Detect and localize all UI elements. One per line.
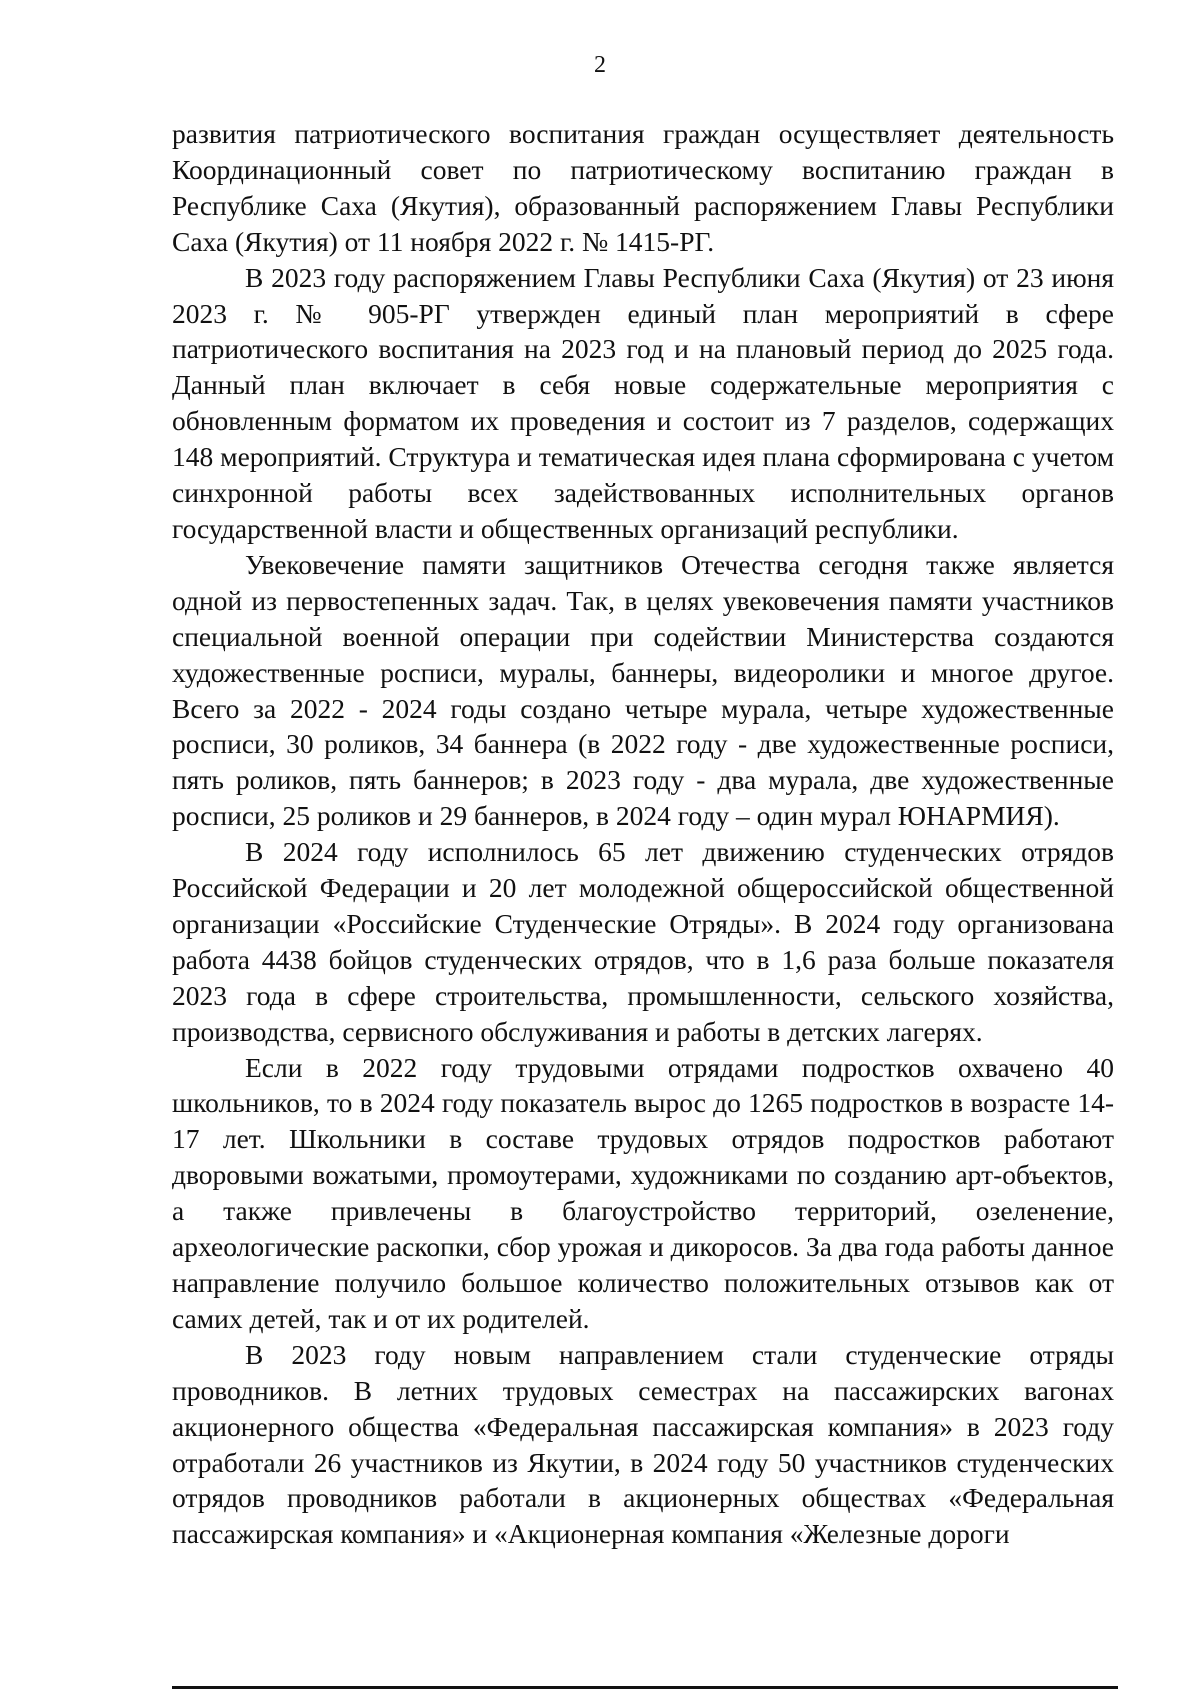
paragraph-unified-plan: В 2023 году распоряжением Главы Республики Саха (Якутия) от 23 июня 2023 г. № 905-РГ утвержден единый план мероприятий в сфере патриотического воспитания на 2023 год и на плановый период до 2025 года. Данный план включает в себя новые содержательные мероприятия с обновленным форматом их проведения и состоит из 7 разделов, содержащих 148 мероприятий. Структура и тематическая идея плана сформирована с учетом синхронной работы всех задействованных исполнительных органов государственной власти и общественных организаций республики. — [172, 261, 1114, 544]
paragraph-coordination-council: развития патриотического воспитания граждан осуществляет деятельность Координационный совет по патриотическому воспитанию граждан в Республике Саха (Якутия), образованный распоряжением Главы Республики Саха (Якутия) от 11 ноября 2022 г. № 1415-РГ. — [172, 118, 1114, 257]
paragraph-teen-labor-detachments: Если в 2022 году трудовыми отрядами подростков охвачено 40 школьников, то в 2024 году показатель вырос до 1265 подростков в возрасте 14-17 лет. Школьники в составе трудовых отрядов подростков работают дворовыми вожатыми, промоутерами, художниками по созданию арт-объектов, а также привлечены в благоустройство территорий, озеленение, археологические раскопки, сбор урожая и дикоросов. За два года работы данное направление получило большое количество положительных отзывов как от самих детей, так и от их родителей. — [172, 1051, 1114, 1334]
paragraph-student-detachments: В 2024 году исполнилось 65 лет движению студенческих отрядов Российской Федерации и 20 лет молодежной общероссийской общественной организации «Российские Студенческие Отряды». В 2024 году организована работа 4438 бойцов студенческих отрядов, что в 1,6 раза больше показателя 2023 года в сфере строительства, промышленности, сельского хозяйства, производства, сервисного обслуживания и работы в детских лагерях. — [172, 836, 1114, 1047]
paragraph-memory-defenders: Увековечение памяти защитников Отечества сегодня также является одной из первостепенных задач. Так, в целях увековечения памяти участников специальной военной операции при содействии Министерства создаются художественные росписи, муралы, баннеры, видеоролики и многое другое. Всего за 2022 - 2024 годы создано четыре мурала, четыре художественные росписи, 30 роликов, 34 баннера (в 2022 году - две художественные росписи, пять роликов, пять баннеров; в 2023 году - два мурала, две художественные росписи, 25 роликов и 29 баннеров, в 2024 году – один мурал ЮНАРМИЯ). — [172, 548, 1114, 832]
paragraph-conductor-detachments: В 2023 году новым направлением стали студенческие отряды проводников. В летних трудовых семестрах на пассажирских вагонах акционерного общества «Федеральная пассажирская компания» в 2023 году отработали 26 участников из Якутии, в 2024 году 50 участников студенческих отрядов проводников работали в акционерных обществах «Федеральная пассажирская компания» и «Акционерная компания «Железные дороги — [172, 1338, 1114, 1550]
footer-divider — [172, 1686, 1118, 1689]
document-body — [172, 116, 1114, 1552]
page-number: 2 — [594, 52, 606, 78]
